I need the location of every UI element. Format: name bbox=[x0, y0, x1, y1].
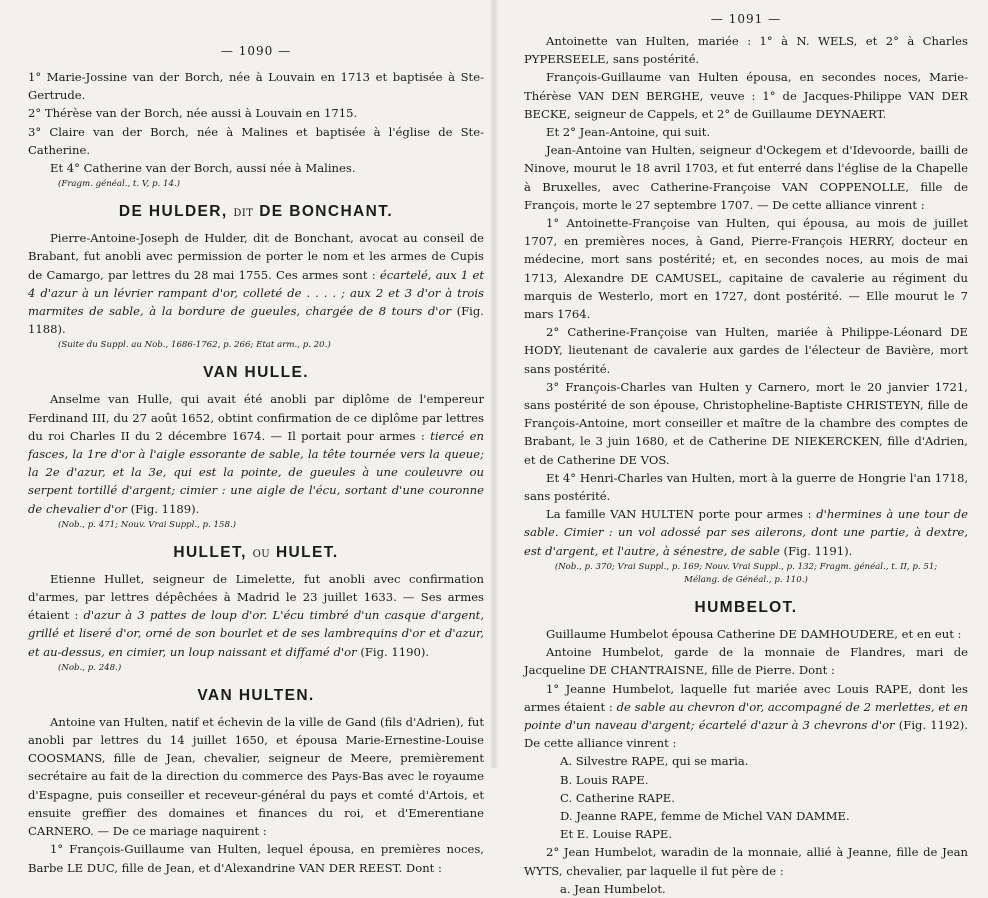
section-paragraph: 3° François-Charles van Hulten y Carnero, mort le 20 janvier 1721, sans postérité de son épouse, Christopheline-Baptiste CHRISTEYN, fille de François-Antoine, mort conseiller et maître de la chambre des comptes de Brabant, le 3 juin 1680, et de Catherine DE NIEKERCKEN, fille d'Adrien, et de Catherine DE VOS. bbox=[524, 379, 968, 467]
heading-text: HULET. bbox=[275, 543, 339, 561]
paragraph-text: Etienne Hullet, seigneur de Limelette, fut anobli avec confirmation d'armes, par lettres dépêchées à Madrid le 23 juillet 1633. — Ses armes étaient : bbox=[28, 571, 484, 623]
figure-reference: (Fig. 1189). bbox=[130, 501, 200, 516]
source-reference: (Fragm. généal., t. V, p. 14.) bbox=[58, 179, 181, 190]
source-reference: (Suite du Suppl. au Nob., 1686-1762, p. 266; Etat arm., p. 20.) bbox=[58, 340, 331, 351]
arms-description: de sable au chevron d'or, accompagné de 2 merlettes, et en pointe d'un naveau d'argent; écartelé d'azur à 3 chevrons d'or bbox=[524, 699, 969, 732]
heading-connector: OU bbox=[252, 548, 271, 560]
figure-reference: (Fig. 1192). De cette alliance vinrent : bbox=[524, 717, 968, 751]
page-number-right: — 1091 — bbox=[710, 12, 782, 26]
section-paragraph: Antoine van Hulten, natif et échevin de la ville de Gand (fils d'Adrien), fut anobli par lettres du 14 juillet 1650, et épousa Marie-Ernestine-Louise COOSMANS, fille de Jean, chevalier, seigneur de Meere, premièrement secrétaire au fait de la direction du commerce des Pays-Bas avec le royaume d'Espagne, puis conseiller et receveur-général du pays et comté d'Artois, et ensuite greffier des domaines et finances du roi, et d'Emerentiane CARNERO. — De ce mariage naquirent : bbox=[28, 714, 484, 839]
section-paragraph: 1° Antoinette-Françoise van Hulten, qui épousa, au mois de juillet 1707, en premières noces, à Gand, Pierre-François HERRY, docteur en médecine, mort sans postérité; et, en secondes noces, au mois de mai 1713, Alexandre DE CAMUSEL, capitaine de cavalerie au régiment du marquis de Westerlo, mort en 1727, dont postérité. — Elle mourut le 7 mars 1764. bbox=[524, 216, 968, 322]
right-page bbox=[494, 0, 988, 896]
paragraph-text: Pierre-Antoine-Joseph de Hulder, dit de Bonchant, avocat au conseil de Brabant, fut anobli avec permission de porter le nom et les armes de Cupis de Camargo, par lettres du 28 mai 1755. Ces armes sont : bbox=[28, 231, 484, 282]
figure-reference: (Fig. 1188). bbox=[28, 304, 484, 337]
section-paragraph: Et 2° Jean-Antoine, qui suit. bbox=[546, 125, 711, 140]
section-paragraph bbox=[28, 390, 484, 517]
section-heading-van-hulle: VAN HULLE. bbox=[203, 364, 309, 382]
section-heading-van-hulten: VAN HULTEN. bbox=[197, 686, 315, 704]
heading-text: DE BONCHANT. bbox=[259, 203, 394, 221]
intro-line: 1° Marie-Jossine van der Borch, née à Louvain en 1713 et baptisée à Ste-Gertrude. bbox=[28, 70, 484, 103]
section-paragraph bbox=[28, 570, 484, 661]
figure-reference: (Fig. 1191). bbox=[783, 543, 853, 558]
section-paragraph: 1° François-Guillaume van Hulten, lequel épousa, en premières noces, Barbe LE DUC, fille de Jean, et d'Alexandrine VAN DER REEST. Dont : bbox=[28, 842, 484, 875]
section-paragraph: Jean-Antoine van Hulten, seigneur d'Ockegem et d'Idevoorde, bailli de Ninove, mourut le 18 avril 1703, et fut enterré dans l'église de la Chapelle à Bruxelles, avec Catherine-Françoise VAN COPPENOLLE, fille de François, morte le 27 septembre 1707. — De cette alliance vinrent : bbox=[524, 143, 968, 212]
intro-line: 2° Thérèse van der Borch, née aussi à Louvain en 1715. bbox=[28, 106, 358, 121]
section-paragraph: François-Guillaume van Hulten épousa, en secondes noces, Marie-Thérèse VAN DEN BERGHE, veuve : 1° de Jacques-Philippe VAN DER BECKE, seigneur de Cappels, et 2° de Guillaume DEYNAERT. bbox=[524, 70, 968, 121]
source-reference: (Nob., p. 370; Vrai Suppl., p. 169; Nouv. Vrai Suppl., p. 132; Fragm. généal., t. II, p. 51; bbox=[554, 561, 938, 572]
section-heading-hullet bbox=[28, 544, 484, 562]
list-item: B. Louis RAPE. bbox=[560, 772, 649, 787]
page-number-left: — 1090 — bbox=[220, 44, 292, 58]
intro-line: Et 4° Catherine van der Borch, aussi née à Malines. bbox=[50, 161, 356, 176]
heading-connector: DIT bbox=[233, 208, 254, 220]
arms-description: d'azur à 3 pattes de loup d'or. L'écu timbré d'un casque d'argent, grillé et liseré d'or, orné de son bourlet et de ses lambrequins d'or et d'azur, et au-dessus, en cimier, un loup naissant et diffamé d'or bbox=[28, 608, 485, 659]
section-paragraph bbox=[28, 229, 484, 338]
section-paragraph: Et 4° Henri-Charles van Hulten, mort à la guerre de Hongrie l'an 1718, sans postérité. bbox=[524, 470, 968, 504]
section-paragraph: Antoinette van Hulten, mariée : 1° à N. WELS, et 2° à Charles PYPERSEELE, sans postérité. bbox=[524, 34, 968, 67]
children-list bbox=[524, 752, 968, 843]
section-paragraph: Guillaume Humbelot épousa Catherine DE DAMHOUDERE, et en eut : bbox=[546, 626, 962, 641]
section-paragraph: Antoine Humbelot, garde de la monnaie de Flandres, mari de Jacqueline DE CHANTRAISNE, fille de Pierre. Dont : bbox=[524, 645, 968, 678]
list-item: C. Catherine RAPE. bbox=[560, 790, 675, 805]
heading-text: DE HULDER, bbox=[118, 203, 228, 221]
left-page bbox=[0, 0, 494, 875]
arms-description: tiercé en fasces, la 1re d'or à l'aigle essorante de sable, la tête tournée vers la queue; la 2e d'azur, et la 3e, qui est la pointe, de gueules à une couleuvre ou serpent tortillé d'argent; cimier : une aigle de l'écu, sortant d'une couronne de chevalier d'or bbox=[28, 428, 485, 516]
list-item: Et E. Louise RAPE. bbox=[560, 827, 673, 842]
arms-description: d'hermines à une tour de sable. Cimier : un vol adossé par ses ailerons, dont une partie, à dextre, est d'argent, et l'autre, à sénestre, de sable bbox=[524, 507, 968, 558]
source-reference: Mélang. de Généal., p. 110.) bbox=[684, 574, 808, 585]
paragraph-text: La famille VAN HULTEN porte pour armes : bbox=[546, 507, 812, 522]
source-reference: (Nob., p. 248.) bbox=[58, 662, 122, 673]
list-item: D. Jeanne RAPE, femme de Michel VAN DAMME. bbox=[560, 808, 850, 823]
source-reference: (Nob., p. 471; Nouv. Vrai Suppl., p. 158.) bbox=[58, 519, 237, 530]
section-heading-de-hulder bbox=[28, 203, 484, 221]
figure-reference: (Fig. 1190). bbox=[360, 644, 430, 659]
heading-text: HULLET, bbox=[173, 543, 247, 561]
section-paragraph bbox=[524, 505, 968, 560]
section-paragraph: 2° Jean Humbelot, waradin de la monnaie, allié à Jeanne, fille de Jean WYTS, chevalier, par laquelle il fut père de : bbox=[524, 845, 968, 878]
paragraph-text: 1° Jeanne Humbelot, laquelle fut mariée avec Louis RAPE, dont les armes étaient : bbox=[524, 681, 968, 714]
section-paragraph: 2° Catherine-Françoise van Hulten, mariée à Philippe-Léonard DE HODY, lieutenant de cavalerie aux gardes de l'électeur de Bavière, mort sans postérité. bbox=[524, 325, 968, 376]
list-item: a. Jean Humbelot. bbox=[560, 881, 666, 896]
list-item: A. Silvestre RAPE, qui se maria. bbox=[560, 754, 749, 769]
section-heading-humbelot: HUMBELOT. bbox=[694, 598, 798, 616]
intro-line: 3° Claire van der Borch, née à Malines et baptisée à l'église de Ste-Catherine. bbox=[28, 124, 484, 157]
paragraph-text: Anselme van Hulle, qui avait été anobli par diplôme de l'empereur Ferdinand III, du 27 août 1652, obtint confirmation de ce diplôme par lettres du roi Charles II du 2 décembre 1674. — Il portait pour armes : bbox=[28, 392, 484, 443]
section-paragraph bbox=[524, 680, 968, 753]
arms-description: écartelé, aux 1 et 4 d'azur à un lévrier rampant d'or, colleté de . . . . ; aux 2 et 3 d'or à trois marmites de sable, à la bordure de gueules, chargée de 8 tours d'or bbox=[28, 267, 485, 319]
